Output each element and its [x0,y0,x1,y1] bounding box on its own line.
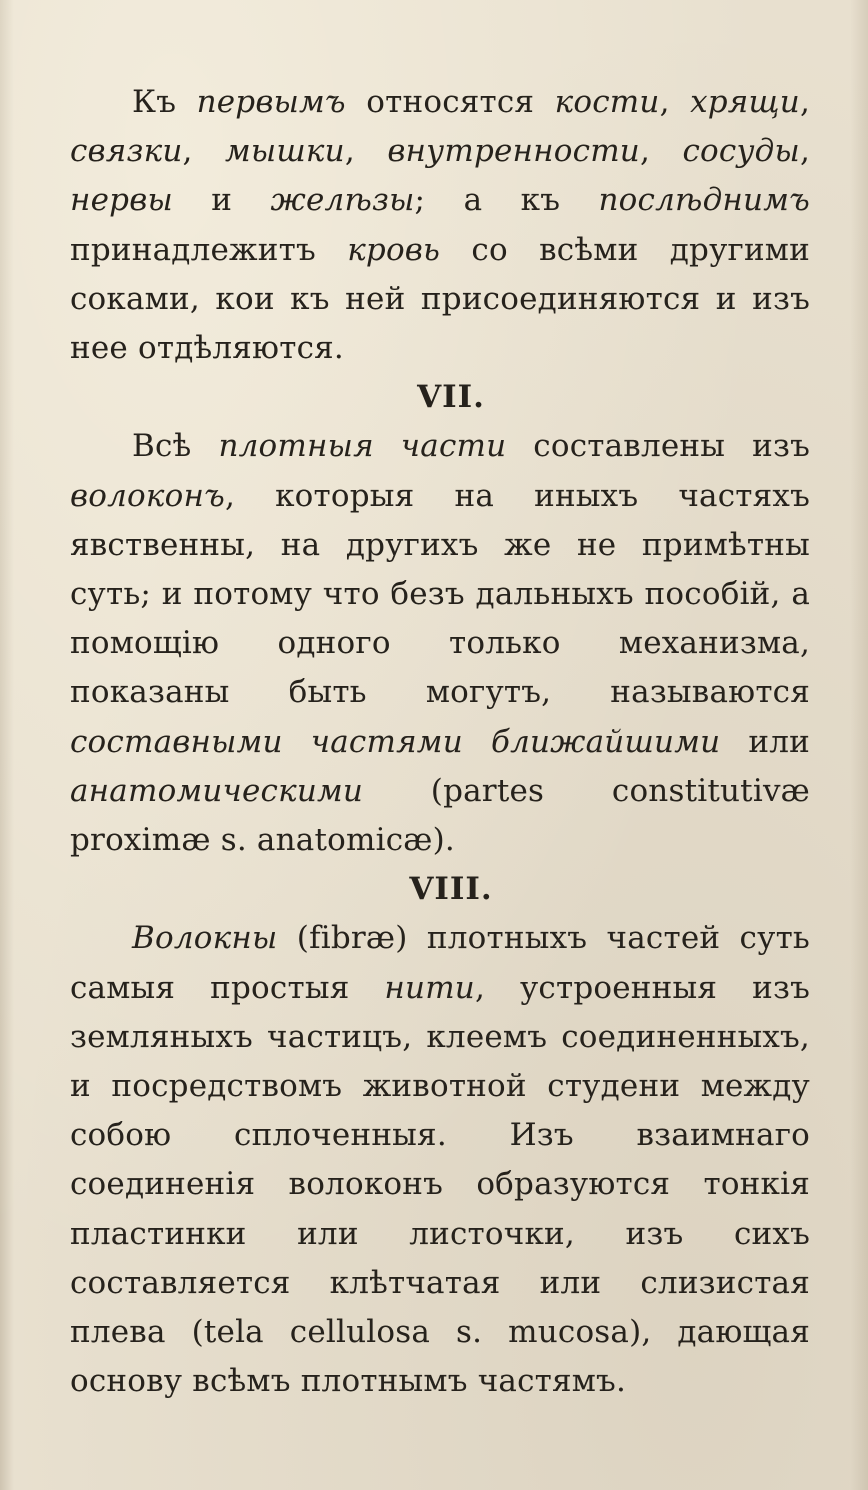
italic-term: сосуды [682,133,800,170]
section-heading-viii: VIII. [409,871,493,908]
italic-term: анатомическими [70,772,364,809]
text-run: и [172,182,271,219]
text-run: или [720,723,810,760]
text-run: (fibræ) плотныхъ частей суть самыя простыя [70,920,810,1006]
italic-term: внутренности [387,133,640,170]
paragraph-3 [70,914,810,1406]
italic-term: кровь [347,231,441,268]
italic-term: желѣзы [270,182,415,219]
text-run: (partes constitutivæ proximæ s. anatomicæ). [70,772,810,859]
page-text [70,78,810,1406]
italic-term: Волокны [132,920,278,957]
italic-term: мышки [225,133,345,170]
text-run: составлены изъ [506,428,810,465]
section-heading-vii: VII. [417,379,485,416]
text-run: , [344,133,388,170]
text-run: Къ [132,84,197,120]
text-run: Всѣ [132,428,219,465]
text-run: со всѣми другими соками, кои къ ней присоединяются и изъ нее отдѣляются. [70,231,810,367]
italic-term: послѣднимъ [598,182,810,219]
italic-term: составными частями ближайшими [70,723,721,760]
text-run: , [799,84,810,120]
text-run: ; а къ [414,182,599,219]
italic-term: плотныя части [218,428,507,465]
paragraph-1 [70,78,810,373]
italic-term: нити [384,969,475,1006]
text-run: , которыя на иныхъ частяхъ явственны, на другихъ же не примѣтны суть; и потому что безъ дальныхъ пособій, а помощію одного только механизма, показаны быть могутъ, называются [70,477,810,711]
text-run: , [182,133,226,170]
text-run: , [639,133,683,170]
text-run: , [799,133,810,170]
text-run: , устроенныя изъ земляныхъ частицъ, клеемъ соединенныхъ, и посредствомъ животной студени между собою сплоченныя. Изъ взаимнаго соединенія волоконъ образуются тонкія пластинки или листочки, изъ сихъ составляется клѣтчатая или слизистая плева (tela cellulosa s. mucosa), дающая основу всѣмъ плотнымъ частямъ. [70,969,810,1400]
italic-term: кости [554,84,660,120]
italic-term: связки [70,133,183,170]
italic-term: нервы [70,182,173,219]
paragraph-2 [70,422,810,865]
text-run: принадлежитъ [70,231,348,268]
text-run: , [659,84,691,120]
italic-term: волоконъ [70,477,225,514]
italic-term: первымъ [196,84,346,120]
text-run: относятся [345,84,555,120]
italic-term: хрящи [690,84,800,120]
